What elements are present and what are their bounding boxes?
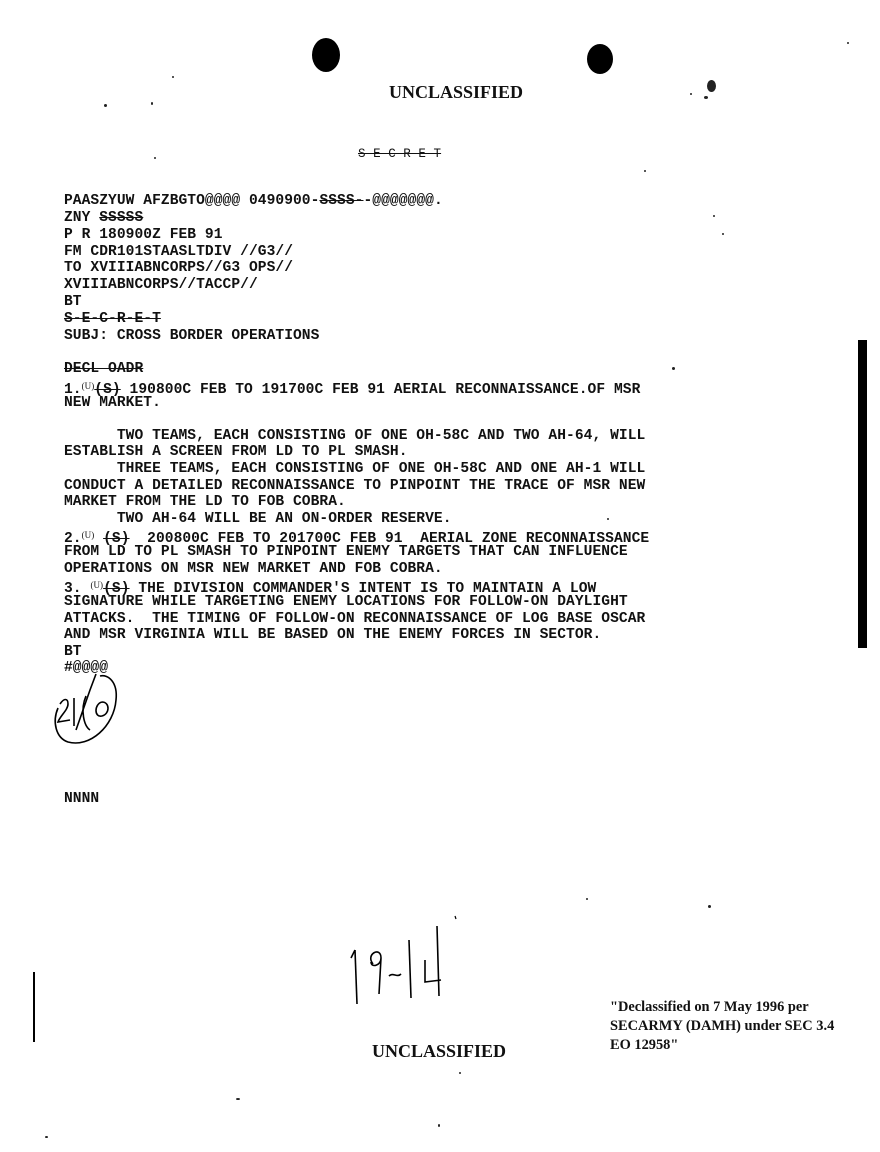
scan-speck	[708, 905, 711, 908]
scan-margin-bar-right	[858, 340, 867, 648]
scan-speck	[154, 157, 156, 159]
subject-line: SUBJ: CROSS BORDER OPERATIONS	[64, 328, 320, 344]
header-secret-mark: S E C R E T	[358, 147, 442, 161]
declassification-note-line-1: "Declassified on 7 May 1996 per	[610, 999, 809, 1015]
header-classification: UNCLASSIFIED	[389, 82, 524, 102]
declassification-note-line-3: EO 12958"	[610, 1037, 679, 1053]
scan-speck	[586, 898, 588, 900]
routing-text: -@@@@@@@.	[363, 193, 443, 209]
paragraph-2-line-2: FROM LD TO PL SMASH TO PINPOINT ENEMY TARGETS THAT CAN INFLUENCE	[64, 544, 628, 560]
punch-hole-left	[312, 38, 340, 72]
precedence-line: P R 180900Z FEB 91	[64, 227, 223, 243]
scan-speck	[707, 80, 716, 92]
handwritten-page-number	[345, 910, 465, 1010]
classification-mark: (U)	[81, 381, 95, 391]
end-of-message: NNNN	[64, 791, 100, 807]
paragraph-number: 3.	[64, 581, 91, 597]
old-classification-mark: (S)	[103, 581, 130, 597]
paragraph-1-sub-3: TWO AH-64 WILL BE AN ON-ORDER RESERVE.	[64, 511, 452, 527]
scan-speck	[172, 76, 174, 78]
paragraph-1-sub-1-a: TWO TEAMS, EACH CONSISTING OF ONE OH-58C AND TWO AH-64, WILL	[64, 428, 646, 444]
scan-speck	[151, 102, 153, 105]
paragraph-number: 2.	[64, 531, 82, 547]
paragraph-1-sub-2-a: THREE TEAMS, EACH CONSISTING OF ONE OH-58C AND ONE AH-1 WILL	[64, 461, 646, 477]
paragraph-3-line-3: ATTACKS. THE TIMING OF FOLLOW-ON RECONNAISSANCE OF LOG BASE OSCAR	[64, 611, 646, 627]
paragraph-number: 1.	[64, 382, 82, 398]
from-line: FM CDR101STAASLTDIV //G3//	[64, 244, 293, 260]
scan-speck	[438, 1124, 440, 1127]
handwritten-initials	[50, 660, 130, 750]
paragraph-text: 200800C FEB TO 201700C FEB 91 AERIAL ZONE RECONNAISSANCE	[129, 531, 650, 547]
routing-struck: SSSS-	[319, 193, 364, 209]
scan-speck	[236, 1098, 240, 1100]
scan-speck	[722, 233, 724, 235]
old-classification-mark: (S)	[94, 382, 121, 398]
paragraph-2-line-3: OPERATIONS ON MSR NEW MARKET AND FOB COBRA.	[64, 561, 443, 577]
footer-classification: UNCLASSIFIED	[372, 1041, 507, 1061]
paragraph-1-line-2: NEW MARKET.	[64, 395, 161, 411]
break-marker-end: BT	[64, 644, 82, 660]
scan-speck	[104, 104, 107, 107]
end-code: #@@@@	[64, 660, 109, 676]
old-classification-mark: (S)	[103, 531, 130, 547]
scan-speck	[672, 367, 675, 370]
secret-inline: S-E-C-R-E-T	[64, 311, 161, 327]
paragraph-3-line-4: AND MSR VIRGINIA WILL BE BASED ON THE ENEMY FORCES IN SECTOR.	[64, 627, 602, 643]
to-line: TO XVIIIABNCORPS//G3 OPS//	[64, 260, 293, 276]
scan-speck	[713, 215, 715, 217]
paragraph-1-sub-2-c: MARKET FROM THE LD TO FOB COBRA.	[64, 494, 346, 510]
scan-speck	[690, 93, 692, 95]
punch-hole-right	[587, 44, 613, 74]
paragraph-text: THE DIVISION COMMANDER'S INTENT IS TO MAINTAIN A LOW	[129, 581, 597, 597]
scan-speck	[45, 1136, 48, 1138]
paragraph-3-line-2: SIGNATURE WHILE TARGETING ENEMY LOCATIONS FOR FOLLOW-ON DAYLIGHT	[64, 594, 628, 610]
classification-mark: (U)	[90, 580, 104, 590]
paragraph-1-sub-2-b: CONDUCT A DETAILED RECONNAISSANCE TO PINPOINT THE TRACE OF MSR NEW	[64, 478, 646, 494]
scan-speck	[644, 170, 646, 172]
scan-speck	[607, 518, 609, 520]
scan-margin-line-left	[33, 972, 35, 1042]
declassification-note-line-2: SECARMY (DAMH) under SEC 3.4	[610, 1018, 835, 1034]
routing-line-1	[64, 193, 443, 210]
routing-text: PAASZYUW AFZBGTO@@@@ 0490900-	[64, 193, 320, 209]
classification-mark: (U)	[81, 530, 95, 540]
paragraph-text: 190800C FEB TO 191700C FEB 91 AERIAL RECONNAISSANCE.OF MSR	[120, 382, 641, 398]
scan-speck	[847, 42, 849, 44]
scan-speck	[704, 96, 708, 99]
routing-struck: SSSSS	[99, 210, 144, 226]
routing-text: ZNY	[64, 210, 100, 226]
paragraph-1-sub-1-b: ESTABLISH A SCREEN FROM LD TO PL SMASH.	[64, 444, 408, 460]
declassification-line: DECL OADR	[64, 361, 144, 377]
routing-line-2	[64, 210, 143, 227]
scan-speck	[459, 1072, 461, 1074]
break-marker: BT	[64, 294, 82, 310]
to-line-2: XVIIIABNCORPS//TACCP//	[64, 277, 258, 293]
